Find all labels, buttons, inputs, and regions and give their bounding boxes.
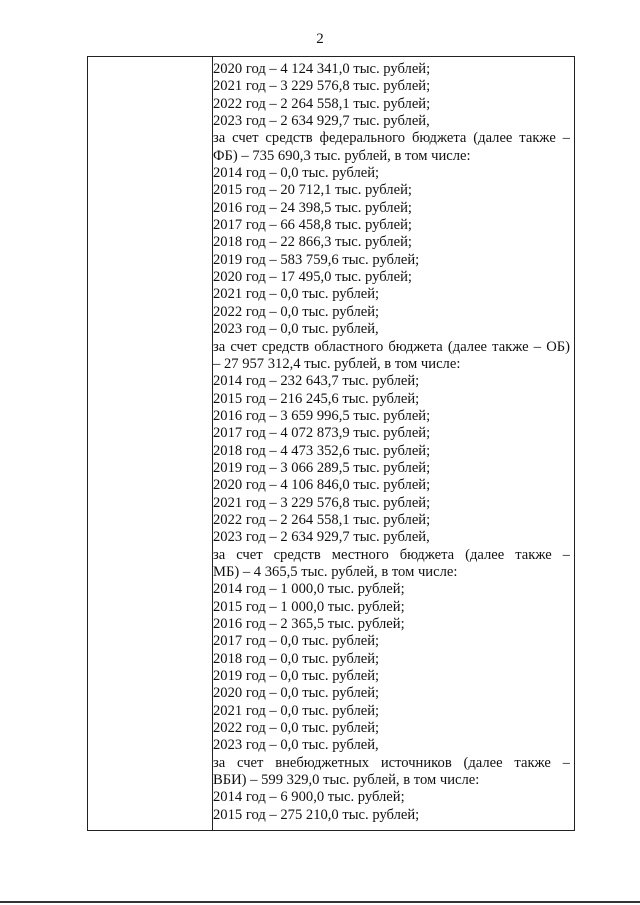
text-line: 2020 год – 4 124 341,0 тыс. рублей; xyxy=(213,61,431,77)
page-bottom-rule xyxy=(0,901,640,903)
table-left-cell xyxy=(88,57,213,830)
text-line: 2015 год – 216 245,6 тыс. рублей; xyxy=(213,390,420,407)
text-line: 2016 год – 3 659 996,5 тыс. рублей; xyxy=(213,407,431,424)
text-line: 2018 год – 0,0 тыс. рублей; xyxy=(213,650,380,667)
text-line: 2021 год – 3 229 576,8 тыс. рублей; xyxy=(213,78,431,95)
text-line: 2022 год – 0,0 тыс. рублей; xyxy=(213,720,380,737)
text-line: 2020 год – 17 495,0 тыс. рублей; xyxy=(213,269,412,286)
text-line: за счет средств федерального бюджета (далее также – xyxy=(213,130,570,147)
text-line: 2014 год – 232 643,7 тыс. рублей; xyxy=(213,373,420,390)
text-line: 2016 год – 24 398,5 тыс. рублей; xyxy=(213,199,412,216)
text-line: 2022 год – 2 264 558,1 тыс. рублей; xyxy=(213,511,431,528)
text-line: 2014 год – 6 900,0 тыс. рублей; xyxy=(213,789,405,806)
text-line: 2023 год – 0,0 тыс. рублей, xyxy=(213,321,379,338)
table-right-cell xyxy=(213,61,570,824)
text-line: 2018 год – 4 473 352,6 тыс. рублей; xyxy=(213,442,431,459)
text-line: 2015 год – 1 000,0 тыс. рублей; xyxy=(213,598,405,615)
text-line: 2014 год – 1 000,0 тыс. рублей; xyxy=(213,581,405,598)
text-line: 2020 год – 0,0 тыс. рублей; xyxy=(213,685,380,702)
text-line: 2014 год – 0,0 тыс. рублей; xyxy=(213,165,380,182)
text-line: 2019 год – 583 759,6 тыс. рублей; xyxy=(213,251,420,268)
text-line: 2015 год – 20 712,1 тыс. рублей; xyxy=(213,182,412,199)
text-line: 2017 год – 0,0 тыс. рублей; xyxy=(213,633,380,650)
text-line: 2017 год – 4 072 873,9 тыс. рублей; xyxy=(213,425,431,442)
text-line: за счет внебюджетных источников (далее также – xyxy=(213,754,570,771)
text-line: МБ) – 4 365,5 тыс. рублей, в том числе: xyxy=(213,563,458,580)
text-line: 2021 год – 3 229 576,8 тыс. рублей; xyxy=(213,494,431,511)
text-line: 2019 год – 3 066 289,5 тыс. рублей; xyxy=(213,459,431,476)
page-number: 2 xyxy=(316,31,324,47)
text-line: 2018 год – 22 866,3 тыс. рублей; xyxy=(213,234,412,251)
text-line: 2023 год – 2 634 929,7 тыс. рублей, xyxy=(213,529,430,546)
text-line: 2019 год – 0,0 тыс. рублей; xyxy=(213,668,380,685)
text-line: ФБ) – 735 690,3 тыс. рублей, в том числе: xyxy=(213,147,471,164)
text-line: ВБИ) – 599 329,0 тыс. рублей, в том числе: xyxy=(213,772,480,789)
text-line: 2023 год – 0,0 тыс. рублей, xyxy=(213,737,379,754)
text-line: за счет средств местного бюджета (далее также – xyxy=(213,546,570,563)
text-line: 2015 год – 275 210,0 тыс. рублей; xyxy=(213,806,420,823)
text-line: – 27 957 312,4 тыс. рублей, в том числе: xyxy=(213,355,461,372)
text-line: 2021 год – 0,0 тыс. рублей; xyxy=(213,286,380,303)
text-line: 2021 год – 0,0 тыс. рублей; xyxy=(213,702,380,719)
funding-table xyxy=(87,56,575,831)
text-line: 2020 год – 4 106 846,0 тыс. рублей; xyxy=(213,477,431,494)
text-line: 2022 год – 0,0 тыс. рублей; xyxy=(213,303,380,320)
text-line: за счет средств областного бюджета (далее также – ОБ) xyxy=(213,338,570,355)
text-line: 2023 год – 2 634 929,7 тыс. рублей, xyxy=(213,113,430,130)
text-line: 2016 год – 2 365,5 тыс. рублей; xyxy=(213,616,405,632)
text-line: 2017 год – 66 458,8 тыс. рублей; xyxy=(213,217,412,234)
text-line: 2022 год – 2 264 558,1 тыс. рублей; xyxy=(213,95,431,112)
